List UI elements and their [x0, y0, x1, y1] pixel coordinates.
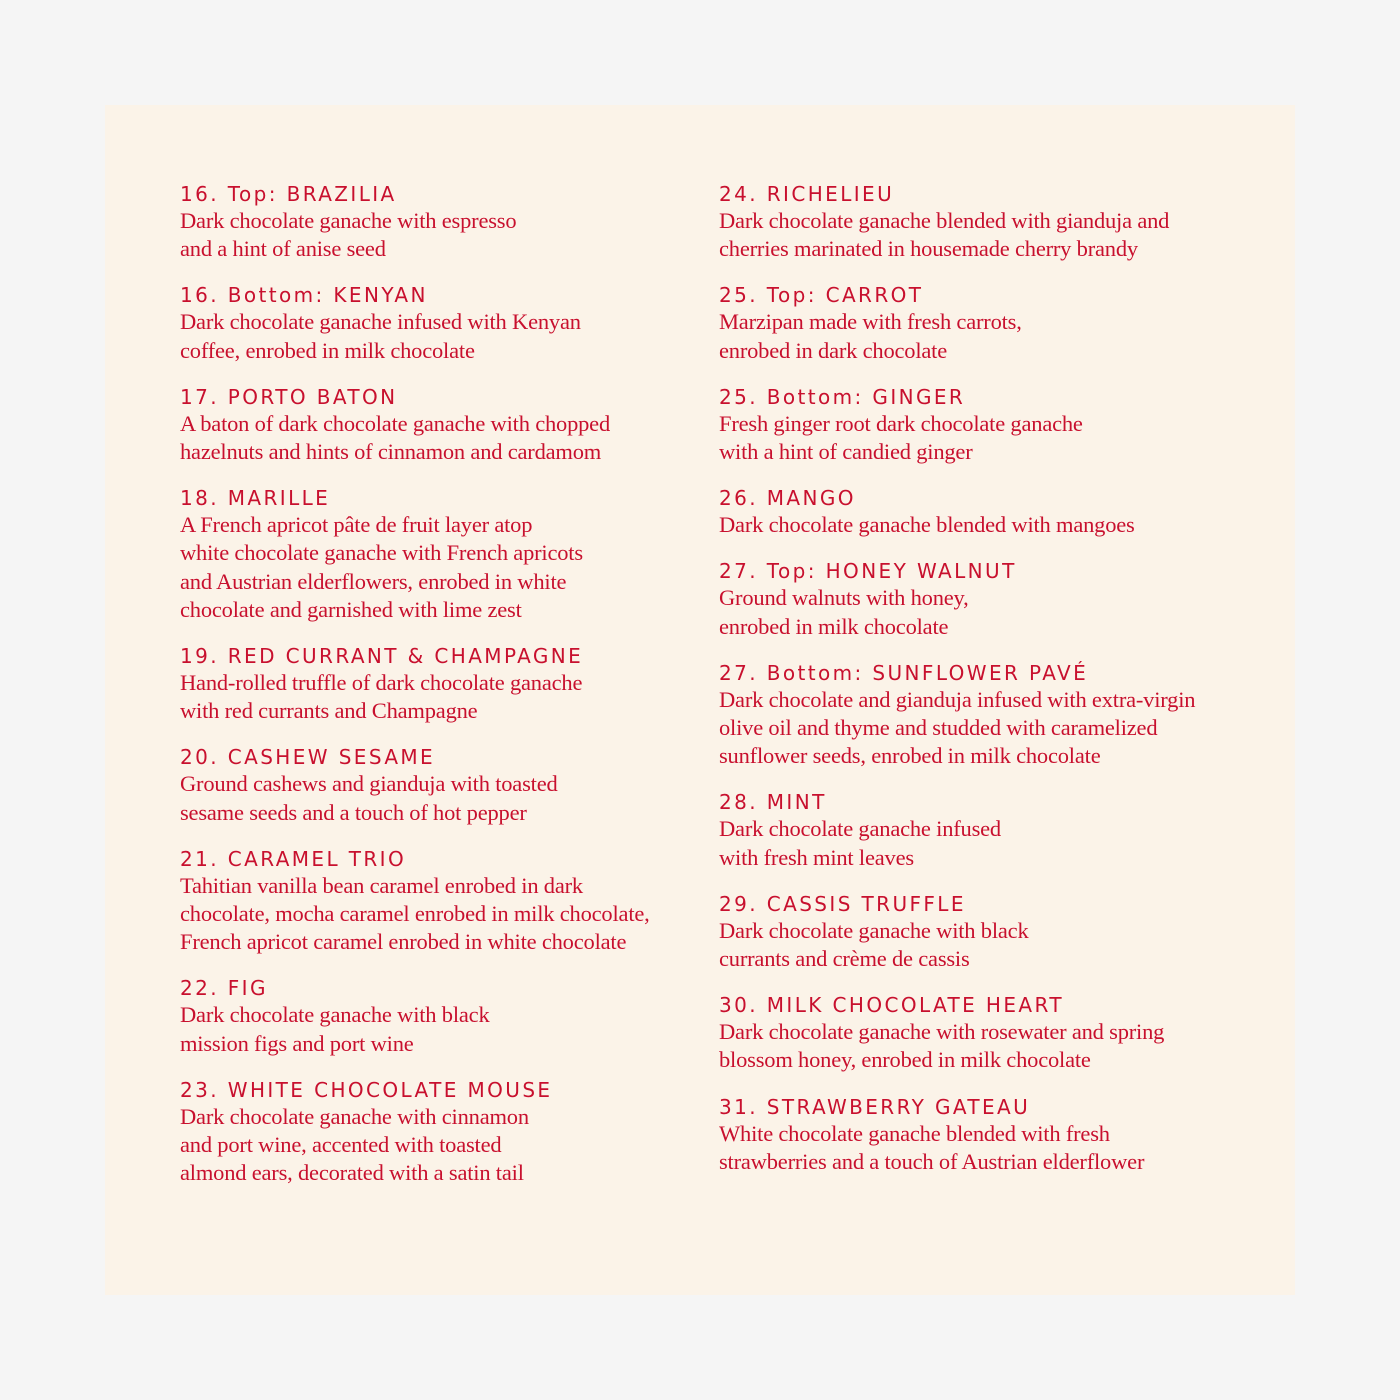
- item-description: Fresh ginger root dark chocolate ganache with a hint of candied ginger: [719, 410, 1083, 465]
- item-title: 30. MILK CHOCOLATE HEART: [719, 993, 1064, 1018]
- menu-item: [719, 992, 1259, 1074]
- menu-card: [105, 105, 1295, 1295]
- item-title: 18. MARILLE: [180, 486, 331, 511]
- item-title: 27. Top: HONEY WALNUT: [719, 559, 1017, 584]
- menu-item: [180, 643, 700, 725]
- item-description: A baton of dark chocolate ganache with chopped hazelnuts and hints of cinnamon and cardamom: [180, 410, 611, 465]
- item-description: Dark chocolate ganache infused with Kenyan coffee, enrobed in milk chocolate: [180, 309, 581, 363]
- item-description: Dark chocolate ganache infused with fresh mint leaves: [719, 816, 1001, 870]
- item-description: Dark chocolate ganache with cinnamon and port wine, accented with toasted almond ears, decorated with a satin tail: [180, 1103, 529, 1186]
- menu-item: [719, 384, 1259, 466]
- item-title: 25. Top: CARROT: [719, 283, 924, 308]
- item-title: 23. WHITE CHOCOLATE MOUSE: [180, 1077, 553, 1102]
- item-title: 21. CARAMEL TRIO: [180, 846, 407, 871]
- item-title: 28. MINT: [719, 790, 827, 815]
- item-description: Dark chocolate ganache with black mission figs and port wine: [180, 1002, 490, 1056]
- item-description: Dark chocolate ganache blended with gianduja and cherries marinated in housemade cherry brandy: [719, 208, 1170, 262]
- item-description: Dark chocolate and gianduja infused with extra-virgin olive oil and thyme and studded with caramelized sunflower seeds, enrobed in milk chocolate: [719, 686, 1196, 769]
- menu-item: [719, 485, 1259, 539]
- item-description: Ground cashews and gianduja with toasted sesame seeds and a touch of hot pepper: [180, 771, 558, 825]
- item-title: 19. RED CURRANT & CHAMPAGNE: [180, 644, 584, 669]
- right-column: [719, 181, 1259, 1195]
- item-description: A French apricot pâte de fruit layer atop white chocolate ganache with French apricots and Austrian elderflowers, enrobed in white chocolate and garnished with lime zest: [180, 512, 583, 622]
- menu-item: [180, 485, 700, 624]
- item-description: Dark chocolate ganache blended with mangoes: [719, 512, 1135, 538]
- menu-item: [180, 1077, 700, 1188]
- item-title: 24. RICHELIEU: [719, 182, 895, 206]
- menu-item: [180, 846, 700, 957]
- item-description: Tahitian vanilla bean caramel enrobed in dark chocolate, mocha caramel enrobed in milk chocolate, French apricot caramel enrobed in white chocolate: [180, 872, 650, 955]
- menu-item: [719, 789, 1259, 871]
- item-title: 20. CASHEW SESAME: [180, 745, 436, 770]
- item-title: 31. STRAWBERRY GATEAU: [719, 1094, 1031, 1119]
- item-title: 17. PORTO BATON: [180, 384, 398, 409]
- item-description: Ground walnuts with honey, enrobed in milk chocolate: [719, 585, 969, 639]
- item-description: Marzipan made with fresh carrots, enrobed in dark chocolate: [719, 309, 1022, 363]
- menu-item: [719, 558, 1259, 640]
- item-title: 25. Bottom: GINGER: [719, 384, 966, 409]
- item-title: 22. FIG: [180, 976, 268, 1001]
- left-column: [180, 181, 700, 1206]
- menu-item: [180, 744, 700, 826]
- item-title: 16. Bottom: KENYAN: [180, 283, 428, 308]
- menu-item: [180, 384, 700, 466]
- item-description: Dark chocolate ganache with black currants and crème de cassis: [719, 917, 1029, 972]
- menu-item: [180, 181, 700, 263]
- menu-item: [180, 282, 700, 364]
- menu-item: [719, 1094, 1259, 1176]
- menu-item: [180, 975, 700, 1057]
- item-title: 26. MANGO: [719, 486, 856, 511]
- item-description: Dark chocolate ganache with espresso and a hint of anise seed: [180, 208, 517, 262]
- item-title: 27. Bottom: SUNFLOWER PAVÉ: [719, 660, 1089, 685]
- item-description: Dark chocolate ganache with rosewater and spring blossom honey, enrobed in milk chocolate: [719, 1019, 1165, 1073]
- menu-item: [719, 181, 1259, 263]
- item-description: White chocolate ganache blended with fresh strawberries and a touch of Austrian elderflower: [719, 1120, 1145, 1174]
- menu-item: [719, 891, 1259, 973]
- item-title: 29. CASSIS TRUFFLE: [719, 891, 966, 916]
- item-description: Hand-rolled truffle of dark chocolate ganache with red currants and Champagne: [180, 670, 583, 724]
- item-title: 16. Top: BRAZILIA: [180, 182, 397, 206]
- menu-item: [719, 660, 1259, 771]
- menu-item: [719, 282, 1259, 364]
